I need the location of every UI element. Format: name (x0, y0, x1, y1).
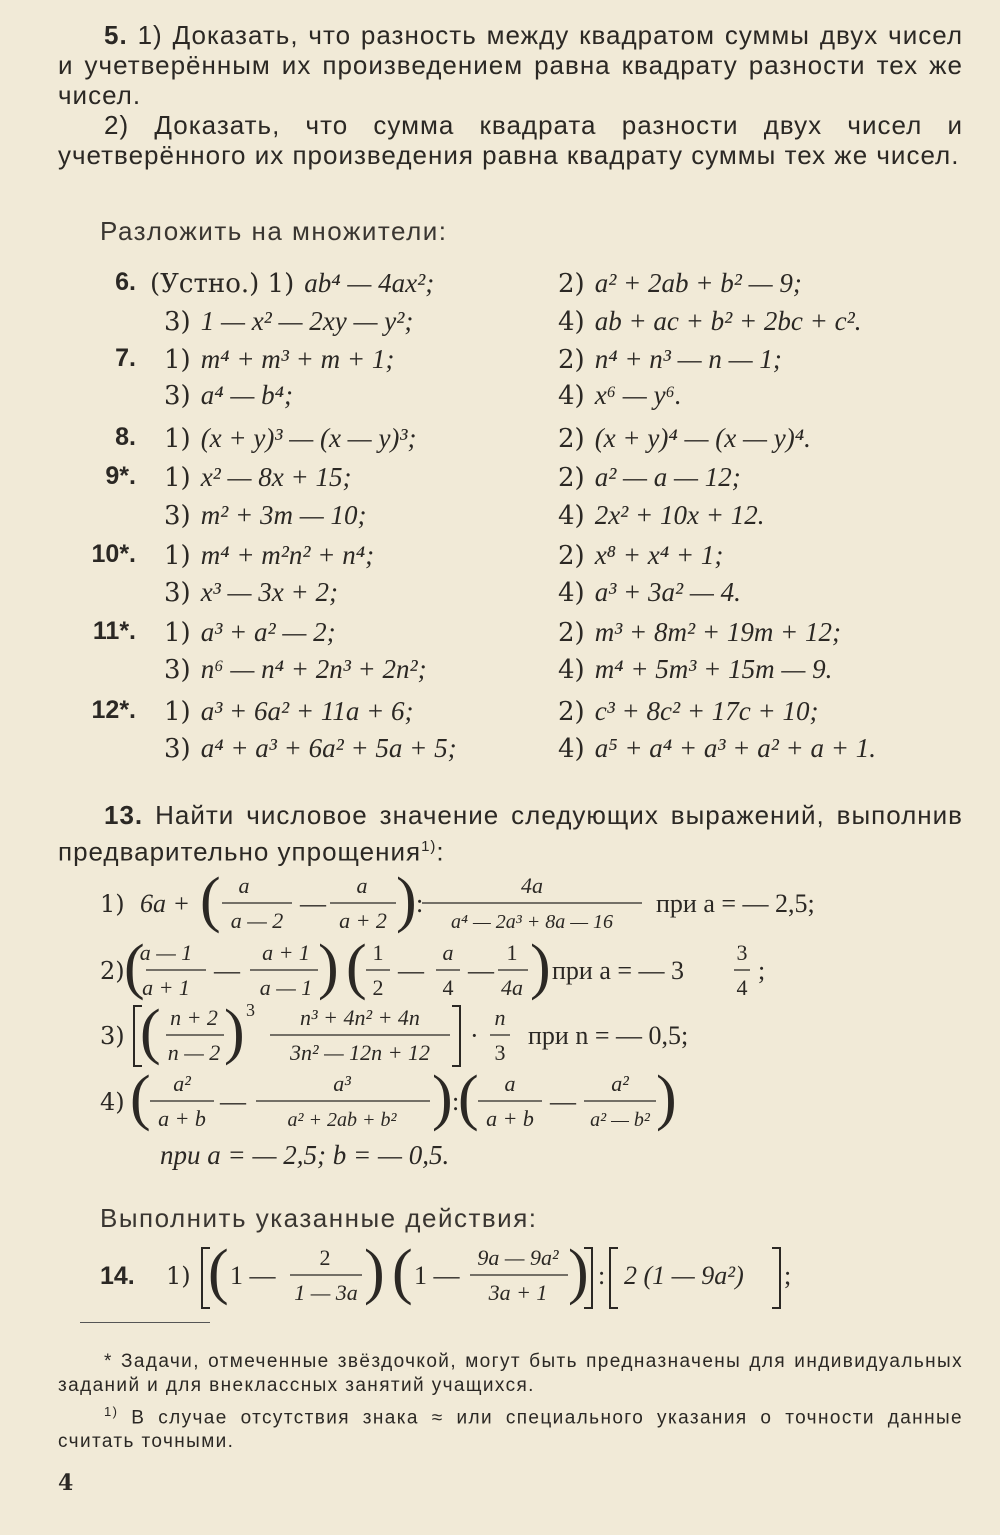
item-label: 3) (164, 501, 191, 531)
item-label: 3) (100, 1022, 125, 1050)
fraction-numerator: 9a — 9a² (477, 1245, 559, 1270)
problem-text: 2) Доказать, что сумма квадрата разности двух чисел и учетверённого их произведения равна квадрату суммы тех же чисел. (58, 110, 963, 170)
problem-number: 14. (100, 1262, 135, 1290)
fraction-numerator: n (494, 1005, 506, 1030)
expression: a³ + a² — 2; (200, 617, 336, 647)
factor-item-left (164, 617, 336, 648)
factor-row (0, 423, 1000, 457)
footnote-mark: 1) (104, 1404, 119, 1419)
fraction-numerator: a² (611, 1071, 629, 1096)
item-label: 1) (164, 541, 191, 571)
fraction-numerator: a (504, 1071, 516, 1096)
expression: x⁶ — y⁶. (594, 380, 682, 410)
paren-left: ( (130, 1066, 151, 1132)
problem-number: 6. (115, 268, 136, 296)
factor-item-right (558, 344, 782, 375)
factor-row (0, 654, 1000, 688)
factor-row (0, 696, 1000, 730)
minus-sign: — (220, 1087, 246, 1116)
minus-sign: — (398, 956, 424, 985)
fraction-numerator: 1 (506, 940, 518, 965)
item-label: 2) (558, 269, 585, 299)
expression: 2x² + 10x + 12. (594, 500, 765, 530)
expression: c³ + 8c² + 17c + 10; (594, 696, 819, 726)
footnote-one (58, 1400, 963, 1454)
problem-number: 9*. (105, 462, 136, 490)
problem-13-text (58, 800, 963, 868)
factor-item-right (558, 268, 802, 299)
item-label: 3) (164, 734, 191, 764)
item-label: 4) (558, 501, 585, 531)
expression: x⁸ + x⁴ + 1; (594, 540, 724, 570)
minus-sign: — (300, 889, 326, 918)
paren-left: ( (346, 935, 367, 1001)
expression-13-4 (0, 1066, 1000, 1138)
factor-row (0, 540, 1000, 574)
problem-number: 10*. (91, 540, 136, 568)
factor-row (0, 380, 1000, 414)
fraction-numerator: a² (173, 1071, 191, 1096)
condition: при a = — 2,5; b = — 0,5. (160, 1140, 450, 1170)
bracket-right (772, 1248, 780, 1308)
factor-row (0, 344, 1000, 378)
factor-item-left (164, 696, 414, 727)
expression-13-4-condition (160, 1140, 449, 1171)
footnote-ref: 1) (421, 838, 437, 855)
fraction-numerator: 4a (521, 873, 543, 898)
fraction-denominator: 3 (494, 1040, 506, 1065)
factor-row (0, 462, 1000, 496)
factor-item-left (164, 344, 394, 375)
problem-text: Найти числовое значение следующих выражений, выполнив предварительно упрощения (58, 800, 963, 867)
problem-number: 12*. (91, 696, 136, 724)
factor-item-right (558, 617, 841, 648)
item-label: 2) (558, 697, 585, 727)
term: 1 — (414, 1261, 460, 1290)
factor-row (0, 500, 1000, 534)
expression: ab⁴ — 4ax²; (304, 268, 435, 298)
item-label: 3) (164, 655, 191, 685)
factor-item-left (164, 500, 367, 531)
factor-item-left (150, 268, 434, 299)
fraction-denominator: a⁴ — 2a³ + 8a — 16 (450, 911, 614, 933)
expression: 1 — x² — 2xy — y²; (200, 306, 414, 336)
problem-5-part-2 (58, 110, 963, 170)
item-label: 1) (164, 697, 191, 727)
dot-sign: · (470, 1021, 479, 1050)
factor-item-right (558, 540, 723, 571)
factor-item-right (558, 577, 741, 608)
factor-item-left (164, 654, 427, 685)
paren-right: ) (224, 1000, 245, 1066)
expression: a³ + 3a² — 4. (594, 577, 741, 607)
fraction-numerator: a³ (333, 1071, 351, 1096)
factor-item-left (164, 306, 413, 337)
fraction-denominator: 4a (501, 975, 523, 1000)
factor-item-right (558, 696, 818, 727)
bracket-left (610, 1248, 618, 1308)
factor-item-right (558, 306, 861, 337)
fraction-denominator: a + 1 (142, 975, 190, 1000)
expression: m⁴ + 5m³ + 15m — 9. (594, 654, 833, 684)
footnote-text: В случае отсутствия знака ≈ или специального указания о точности данные считать точными. (58, 1407, 963, 1453)
factor-item-left (164, 462, 351, 493)
factor-row (0, 268, 1000, 302)
condition: при n = — 0,5; (528, 1021, 689, 1050)
item-label: 4) (558, 307, 585, 337)
problem-5-part-1 (58, 20, 963, 110)
semicolon: ; (758, 956, 766, 985)
fraction-denominator: 3a + 1 (488, 1280, 548, 1305)
expression: a² — a — 12; (594, 462, 741, 492)
problem-number: 13. (104, 800, 144, 830)
problem-number: 7. (115, 344, 136, 372)
factor-row (0, 617, 1000, 651)
factor-item-left (164, 423, 417, 454)
semicolon: ; (784, 1261, 792, 1290)
term: 6a + (140, 889, 191, 918)
fraction-denominator: 3n² — 12n + 12 (289, 1040, 431, 1065)
paren-right: ) (318, 935, 339, 1001)
fraction-denominator: a — 1 (259, 975, 313, 1000)
expression: x² — 8x + 15; (200, 462, 352, 492)
footnote-divider (80, 1322, 210, 1323)
factor-item-left (164, 380, 293, 411)
item-label: 4) (558, 734, 585, 764)
paren-right: ) (656, 1066, 677, 1132)
fraction-denominator: a + 2 (339, 908, 387, 933)
fraction-numerator: a (442, 940, 454, 965)
paren-right: ) (530, 935, 551, 1001)
fraction-numerator: n + 2 (170, 1005, 218, 1030)
expression: a⁵ + a⁴ + a³ + a² + a + 1. (594, 733, 876, 763)
expression: (x + y)⁴ — (x — y)⁴. (594, 423, 811, 453)
item-label: 3) (164, 578, 191, 608)
item-label: 1) (100, 890, 125, 918)
item-label: 3) (164, 381, 191, 411)
item-label: 1) (164, 345, 191, 375)
fraction-denominator: a + b (486, 1106, 534, 1131)
factor-row (0, 733, 1000, 767)
item-label: 2) (558, 618, 585, 648)
factor-item-right (558, 462, 741, 493)
item-label: 2) (558, 424, 585, 454)
expression: (x + y)³ — (x — y)³; (200, 423, 417, 453)
item-label: 2) (558, 463, 585, 493)
colon: : (436, 836, 445, 867)
minus-sign: — (468, 956, 494, 985)
term: 1 — (230, 1261, 276, 1290)
fraction-denominator: a + b (158, 1106, 206, 1131)
expression: n⁶ — n⁴ + 2n³ + 2n²; (200, 654, 427, 684)
expression: n⁴ + n³ — n — 1; (594, 344, 782, 374)
fraction-numerator: 3 (736, 940, 748, 965)
colon-sign: : (598, 1261, 606, 1290)
paren-right: ) (396, 868, 417, 934)
exponent: 3 (246, 1000, 255, 1020)
expression: m² + 3m — 10; (200, 500, 367, 530)
expression: a⁴ + a³ + 6a² + 5a + 5; (200, 733, 457, 763)
paren-right: ) (568, 1240, 589, 1306)
fraction-denominator: 4 (442, 975, 454, 1000)
item-label: 2) (558, 541, 585, 571)
fraction-denominator: 4 (736, 975, 748, 1000)
fraction-denominator: a — 2 (230, 908, 284, 933)
item-label: 1) (166, 1262, 191, 1290)
term: 2 (1 — 9a²) (624, 1261, 744, 1290)
factor-row (0, 577, 1000, 611)
paren-left: ( (124, 935, 145, 1001)
expression: a⁴ — b⁴; (200, 380, 293, 410)
problem-number: 5. (104, 20, 128, 50)
factor-item-left (164, 733, 457, 764)
minus-sign: — (550, 1087, 576, 1116)
paren-right: ) (364, 1240, 385, 1306)
minus-sign: — (214, 956, 240, 985)
item-label: 4) (558, 381, 585, 411)
factor-item-right (558, 380, 682, 411)
expression: a² + 2ab + b² — 9; (594, 268, 802, 298)
expression-14-1 (0, 1240, 1000, 1314)
item-label: 1) (164, 463, 191, 493)
fraction-numerator: a (238, 873, 250, 898)
paren-left: ( (140, 1000, 161, 1066)
section-heading: Выполнить указанные действия: (100, 1203, 538, 1233)
item-label: 2) (100, 957, 125, 985)
fraction-denominator: 2 (372, 975, 384, 1000)
colon-sign: : (416, 889, 424, 918)
colon-sign: : (452, 1087, 460, 1116)
fraction-numerator: a + 1 (262, 940, 310, 965)
problem-number: 11*. (92, 617, 136, 645)
fraction-denominator: a² + 2ab + b² (287, 1109, 397, 1131)
item-label: 4) (558, 655, 585, 685)
factor-row (0, 306, 1000, 340)
expression: m⁴ + m²n² + n⁴; (200, 540, 375, 570)
fraction-denominator: 1 — 3a (294, 1280, 358, 1305)
factor-item-right (558, 654, 832, 685)
item-label: (Устно.) 1) (150, 269, 295, 299)
page-number: 4 (58, 1470, 74, 1496)
item-label: 2) (558, 345, 585, 375)
item-label: 1) (164, 424, 191, 454)
expression: x³ — 3x + 2; (200, 577, 338, 607)
paren-left: ( (200, 868, 221, 934)
fraction-numerator: n³ + 4n² + 4n (300, 1005, 420, 1030)
item-label: 1) (164, 618, 191, 648)
paren-left: ( (208, 1240, 229, 1306)
problem-text: 1) Доказать, что разность между квадратом суммы двух чисел и учетверённым их произведением равна квадрату разности тех же чисел. (58, 20, 963, 110)
factor-item-left (164, 540, 374, 571)
expression: m³ + 8m² + 19m + 12; (594, 617, 842, 647)
condition: при a = — 2,5; (656, 889, 815, 918)
factor-item-right (558, 733, 876, 764)
factor-item-right (558, 423, 811, 454)
paren-left: ( (458, 1066, 479, 1132)
fraction-numerator: a (356, 873, 368, 898)
footnote-star: * Задачи, отмеченные звёздочкой, могут быть предназначены для индивидуальных заданий и для внеклассных занятий учащихся. (58, 1351, 963, 1396)
expression-13-3 (0, 1000, 1000, 1072)
expression: ab + ac + b² + 2bc + c². (594, 306, 862, 336)
item-label: 4) (100, 1088, 125, 1116)
condition: при a = — 3 (552, 956, 685, 985)
bracket-right (452, 1006, 460, 1066)
problem-number: 8. (115, 423, 136, 451)
factor-item-left (164, 577, 338, 608)
fraction-denominator: n — 2 (167, 1040, 221, 1065)
factor-item-right (558, 500, 764, 531)
paren-right: ) (432, 1066, 453, 1132)
fraction-denominator: a² — b² (590, 1109, 650, 1131)
fraction-numerator: 1 (372, 940, 384, 965)
expression: m⁴ + m³ + m + 1; (200, 344, 395, 374)
item-label: 3) (164, 307, 191, 337)
section-heading: Разложить на множители: (100, 216, 448, 246)
item-label: 4) (558, 578, 585, 608)
expression: a³ + 6a² + 11a + 6; (200, 696, 414, 726)
fraction-numerator: a — 1 (139, 940, 193, 965)
expression-13-1 (0, 868, 1000, 940)
expression-13-2 (0, 935, 1000, 1007)
fraction-numerator: 2 (319, 1245, 331, 1270)
paren-left: ( (392, 1240, 413, 1306)
